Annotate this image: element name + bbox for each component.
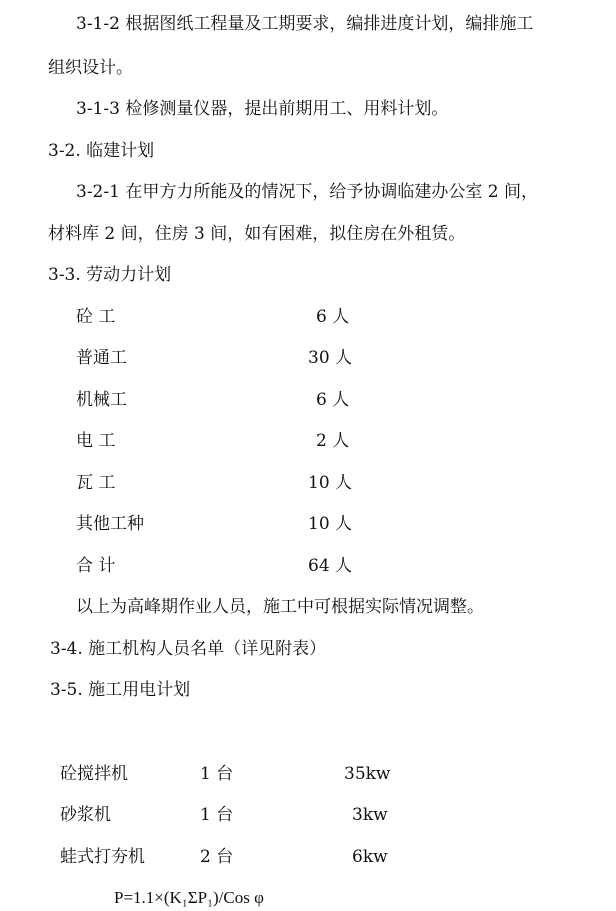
equipment-name: 砂浆机 [60, 805, 111, 825]
labor-count: 2 人 [316, 431, 350, 451]
equipment-power: 6kw [352, 847, 388, 867]
labor-name: 合 计 [76, 556, 116, 576]
labor-name: 其他工种 [76, 514, 144, 534]
equipment-name: 砼搅拌机 [60, 764, 128, 784]
heading-3-2: 3-2. 临建计划 [48, 141, 155, 161]
paragraph-3-1-3: 3-1-3 检修测量仪器，提出前期用工、用料计划。 [76, 99, 449, 119]
paragraph-3-2-1-line1: 3-2-1 在甲方力所能及的情况下，给予协调临建办公室 2 间， [76, 182, 538, 202]
labor-name: 瓦 工 [76, 473, 116, 493]
heading-3-4: 3-4. 施工机构人员名单（详见附表） [50, 639, 327, 659]
labor-count: 30 人 [308, 348, 353, 368]
labor-name: 电 工 [76, 431, 116, 451]
equipment-power: 3kw [352, 805, 388, 825]
equipment-power: 35kw [344, 764, 391, 784]
labor-note: 以上为高峰期作业人员，施工中可根据实际情况调整。 [76, 597, 484, 617]
labor-name: 普通工 [76, 348, 127, 368]
labor-count: 10 人 [308, 514, 353, 534]
heading-3-5: 3-5. 施工用电计划 [50, 680, 191, 700]
paragraph-3-1-2-line2: 组织设计。 [48, 58, 133, 78]
power-formula: P=1.1×(K₁ΣP₁)/Cos φ [114, 888, 264, 907]
labor-name: 砼 工 [76, 307, 116, 327]
equipment-qty: 1 台 [200, 805, 234, 825]
labor-count: 6 人 [316, 390, 350, 410]
labor-count: 6 人 [316, 307, 350, 327]
equipment-name: 蛙式打夯机 [60, 847, 145, 867]
equipment-qty: 2 台 [200, 847, 234, 867]
labor-count: 10 人 [308, 473, 353, 493]
heading-3-3: 3-3. 劳动力计划 [48, 265, 172, 285]
paragraph-3-2-1-line2: 材料库 2 间，住房 3 间，如有困难，拟住房在外租赁。 [48, 224, 466, 244]
equipment-qty: 1 台 [200, 764, 234, 784]
labor-count: 64 人 [308, 556, 353, 576]
labor-name: 机械工 [76, 390, 127, 410]
paragraph-3-1-2-line1: 3-1-2 根据图纸工程量及工期要求，编排进度计划，编排施工 [76, 14, 534, 34]
